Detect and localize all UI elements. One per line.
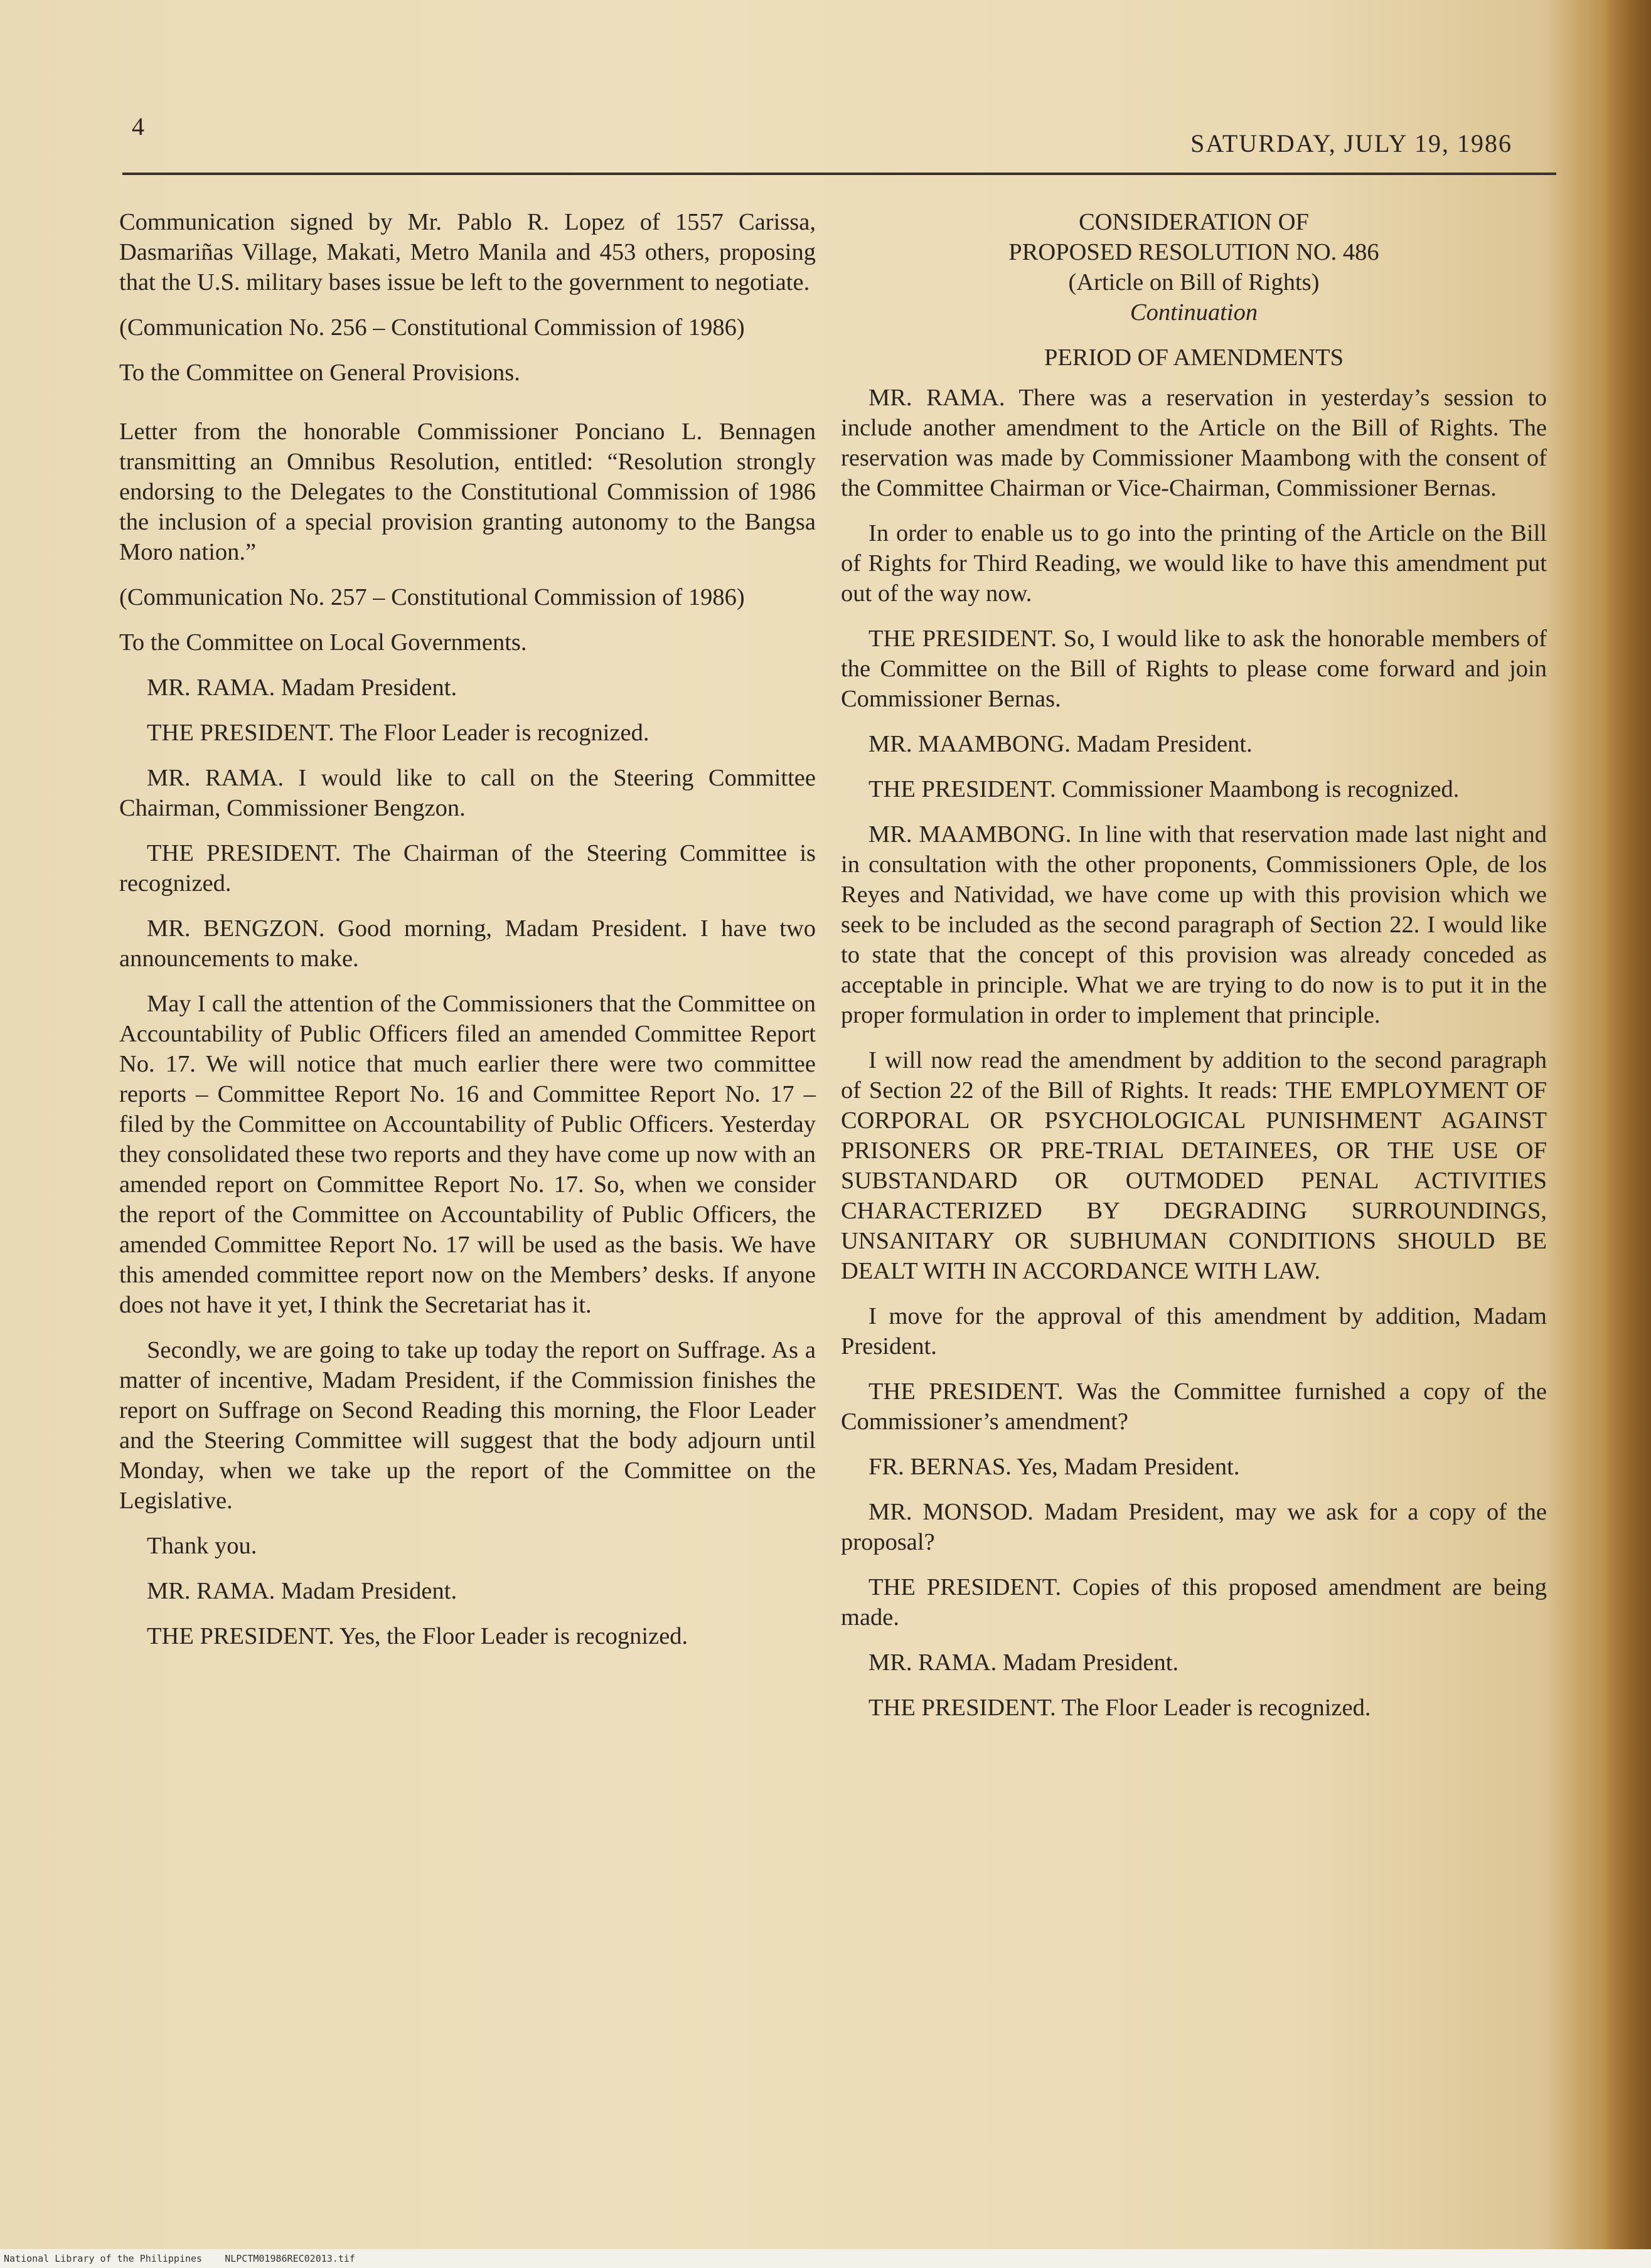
page-number: 4 <box>132 112 144 141</box>
paragraph: THE PRESIDENT. The Floor Leader is recognized. <box>147 720 649 746</box>
paragraph: THE PRESIDENT. Copies of this proposed amendment are being made. <box>841 1574 1547 1631</box>
paragraph: In order to enable us to go into the printing of the Article on the Bill of Rights for Third Reading, we would like to have this amendment put out of the way now. <box>841 520 1547 607</box>
paragraph: To the Committee on Local Governments. <box>119 629 527 656</box>
paragraph: Thank you. <box>147 1533 257 1559</box>
paragraph: I move for the approval of this amendment by addition, Madam President. <box>841 1303 1547 1360</box>
left-column <box>119 207 816 1666</box>
scan-label: National Library of the Philippines NLPCTM01986REC02013.tif <box>4 2253 355 2264</box>
paragraph: MR. RAMA. I would like to call on the Steering Committee Chairman, Commissioner Bengzon. <box>119 765 816 821</box>
header-date: SATURDAY, JULY 19, 1986 <box>1190 129 1512 157</box>
paragraph: THE PRESIDENT. Commissioner Maambong is recognized. <box>868 776 1460 802</box>
paragraph: Letter from the honorable Commissioner Ponciano L. Bennagen transmitting an Omnibus Resolution, entitled: “Resolution strongly endorsing to the Delegates to the Constitutional Commission of 1986 the inclusion of a special provision granting autonomy to the Bangsa Moro nation.” <box>119 418 816 565</box>
heading-line: Continuation <box>1130 299 1258 326</box>
section-heading <box>841 207 1547 327</box>
paragraph: (Communication No. 257 – Constitutional Commission of 1986) <box>119 584 745 610</box>
page-binding-edge <box>1606 0 1651 2249</box>
paragraph: THE PRESIDENT. Yes, the Floor Leader is recognized. <box>147 1623 688 1649</box>
paragraph: Communication signed by Mr. Pablo R. Lopez of 1557 Carissa, Dasmariñas Village, Makati, Metro Manila and 453 others, proposing that the U.S. military bases issue be left to the government to negotiate. <box>119 209 816 295</box>
right-column <box>841 207 1547 1738</box>
scan-footer <box>0 2249 1651 2268</box>
paragraph: THE PRESIDENT. Was the Committee furnished a copy of the Commissioner’s amendment? <box>841 1378 1547 1435</box>
heading-line: CONSIDERATION OF <box>1079 209 1309 235</box>
paragraph: (Communication No. 256 – Constitutional Commission of 1986) <box>119 314 745 341</box>
paragraph: THE PRESIDENT. So, I would like to ask the honorable members of the Committee on the Bill of Rights to please come forward and join Commissioner Bernas. <box>841 626 1547 712</box>
paragraph: MR. MONSOD. Madam President, may we ask for a copy of the proposal? <box>841 1499 1547 1555</box>
paragraph: I will now read the amendment by addition to the second paragraph of Section 22 of the Bill of Rights. It reads: THE EMPLOYMENT OF CORPORAL OR PSYCHOLOGICAL PUNISHMENT AGAINST PRISONERS OR PRE-TRIAL DETAINEES, OR THE USE OF SUBSTANDARD OR OUTMODED PENAL ACTIVITIES CHARACTERIZED BY DEGRADING SURROUNDINGS, UNSANITARY OR SUBHUMAN CONDITIONS SHOULD BE DEALT WITH IN ACCORDANCE WITH LAW. <box>841 1047 1547 1284</box>
paragraph: MR. BENGZON. Good morning, Madam President. I have two announcements to make. <box>119 915 816 972</box>
paragraph: FR. BERNAS. Yes, Madam President. <box>868 1454 1240 1480</box>
paragraph: MR. RAMA. Madam President. <box>147 674 457 701</box>
subheading: PERIOD OF AMENDMENTS <box>1044 344 1344 371</box>
paragraph: THE PRESIDENT. The Floor Leader is recognized. <box>868 1695 1371 1721</box>
paragraph: To the Committee on General Provisions. <box>119 359 520 386</box>
paragraph: MR. RAMA. Madam President. <box>147 1578 457 1604</box>
header-rule <box>122 173 1556 175</box>
paragraph: THE PRESIDENT. The Chairman of the Steering Committee is recognized. <box>119 840 816 897</box>
paragraph: MR. MAAMBONG. In line with that reservation made last night and in consultation with the other proponents, Commissioners Ople, de los Reyes and Natividad, we have come up with this provision which we seek to be included as the second paragraph of Section 22. I would like to state that the concept of this provision was already conceded as acceptable in principle. What we are trying to do now is to put it in the proper formulation in order to implement that principle. <box>841 821 1547 1028</box>
paragraph: MR. MAAMBONG. Madam President. <box>868 731 1253 757</box>
paragraph: Secondly, we are going to take up today the report on Suffrage. As a matter of incentive, Madam President, if the Commission finishes the report on Suffrage on Second Reading this morning, the Floor Leader and the Steering Committee will suggest that the body adjourn until Monday, when we take up the report of the Committee on the Legislative. <box>119 1337 816 1514</box>
paragraph: May I call the attention of the Commissioners that the Committee on Accountability of Public Officers filed an amended Committee Report No. 17. We will notice that much earlier there were two committee reports – Committee Report No. 16 and Committee Report No. 17 – filed by the Committee on Accountability of Public Officers. Yesterday they consolidated these two reports and they have come up now with an amended report on Committee Report No. 17. So, when we consider the report of the Committee on Accountability of Public Officers, the amended Committee Report No. 17 will be used as the basis. We have this amended committee report now on the Members’ desks. If anyone does not have it yet, I think the Secretariat has it. <box>119 991 816 1318</box>
paragraph: MR. RAMA. Madam President. <box>868 1649 1179 1676</box>
heading-line: PROPOSED RESOLUTION NO. 486 <box>1008 239 1379 265</box>
paragraph: MR. RAMA. There was a reservation in yesterday’s session to include another amendment to the Article on the Bill of Rights. The reservation was made by Commissioner Maambong with the consent of the Committee Chairman or Vice-Chairman, Commissioner Bernas. <box>841 385 1547 501</box>
heading-line: (Article on Bill of Rights) <box>1068 269 1320 295</box>
